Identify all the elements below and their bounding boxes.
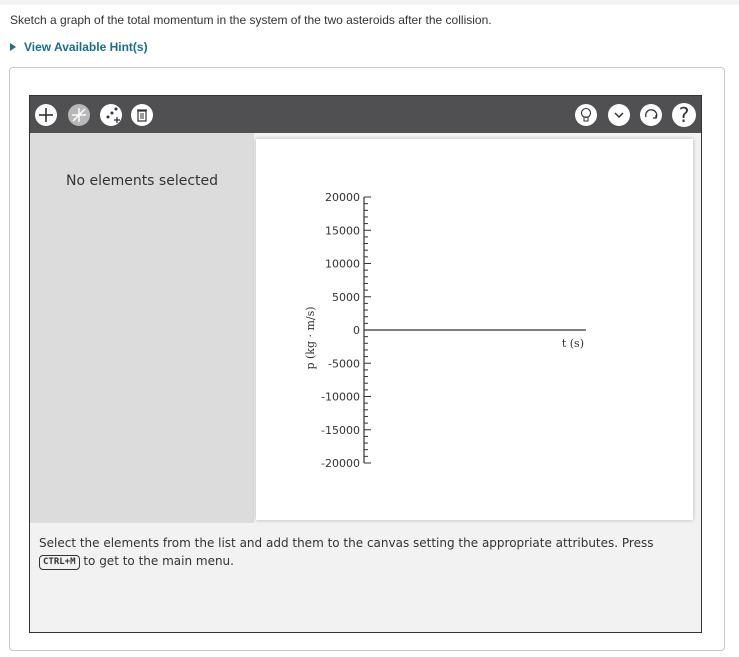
expand-triangle-icon [10, 43, 16, 51]
y-tick-label: 10000 [325, 257, 360, 271]
y-axis-label: p (kg · m/s) [304, 306, 317, 370]
element-panel [30, 133, 254, 523]
reset-icon[interactable] [640, 104, 662, 126]
draw-point-icon[interactable] [100, 104, 122, 126]
y-tick-label: 0 [353, 324, 360, 337]
question-text: Sketch a graph of the total momentum in the system of the two asteroids after the collision. [10, 13, 492, 27]
add-icon[interactable] [35, 104, 57, 126]
shortcut-key: CTRL+M [39, 555, 80, 570]
lightbulb-icon[interactable] [575, 104, 597, 126]
momentum-graph[interactable] [256, 139, 693, 520]
instructions-text-2: to get to the main menu. [79, 554, 234, 568]
graph-canvas[interactable] [256, 139, 693, 520]
no-selection-label: No elements selected [65, 173, 219, 189]
graphing-tool [29, 95, 702, 633]
x-axis-label: t (s) [561, 337, 584, 350]
no-slope-icon[interactable] [68, 104, 90, 126]
y-tick-label: -10000 [321, 390, 360, 404]
help-icon[interactable]: ? [672, 103, 696, 127]
y-tick-label: 5000 [332, 290, 360, 304]
trash-icon[interactable] [131, 104, 153, 126]
hint-label: View Available Hint(s) [24, 40, 148, 54]
top-strip [0, 0, 739, 5]
y-tick-label: -15000 [321, 423, 360, 437]
y-tick-label: -5000 [328, 357, 360, 371]
view-hints-link[interactable] [10, 40, 148, 54]
y-tick-label: -20000 [321, 457, 360, 470]
y-tick-label: 15000 [325, 224, 360, 238]
y-tick-label: 20000 [325, 191, 360, 204]
chevron-down-icon[interactable] [608, 104, 630, 126]
instructions [39, 534, 694, 570]
toolbar [30, 96, 701, 133]
instructions-text-1: Select the elements from the list and add them to the canvas setting the appropriate attributes. Press [39, 536, 654, 550]
